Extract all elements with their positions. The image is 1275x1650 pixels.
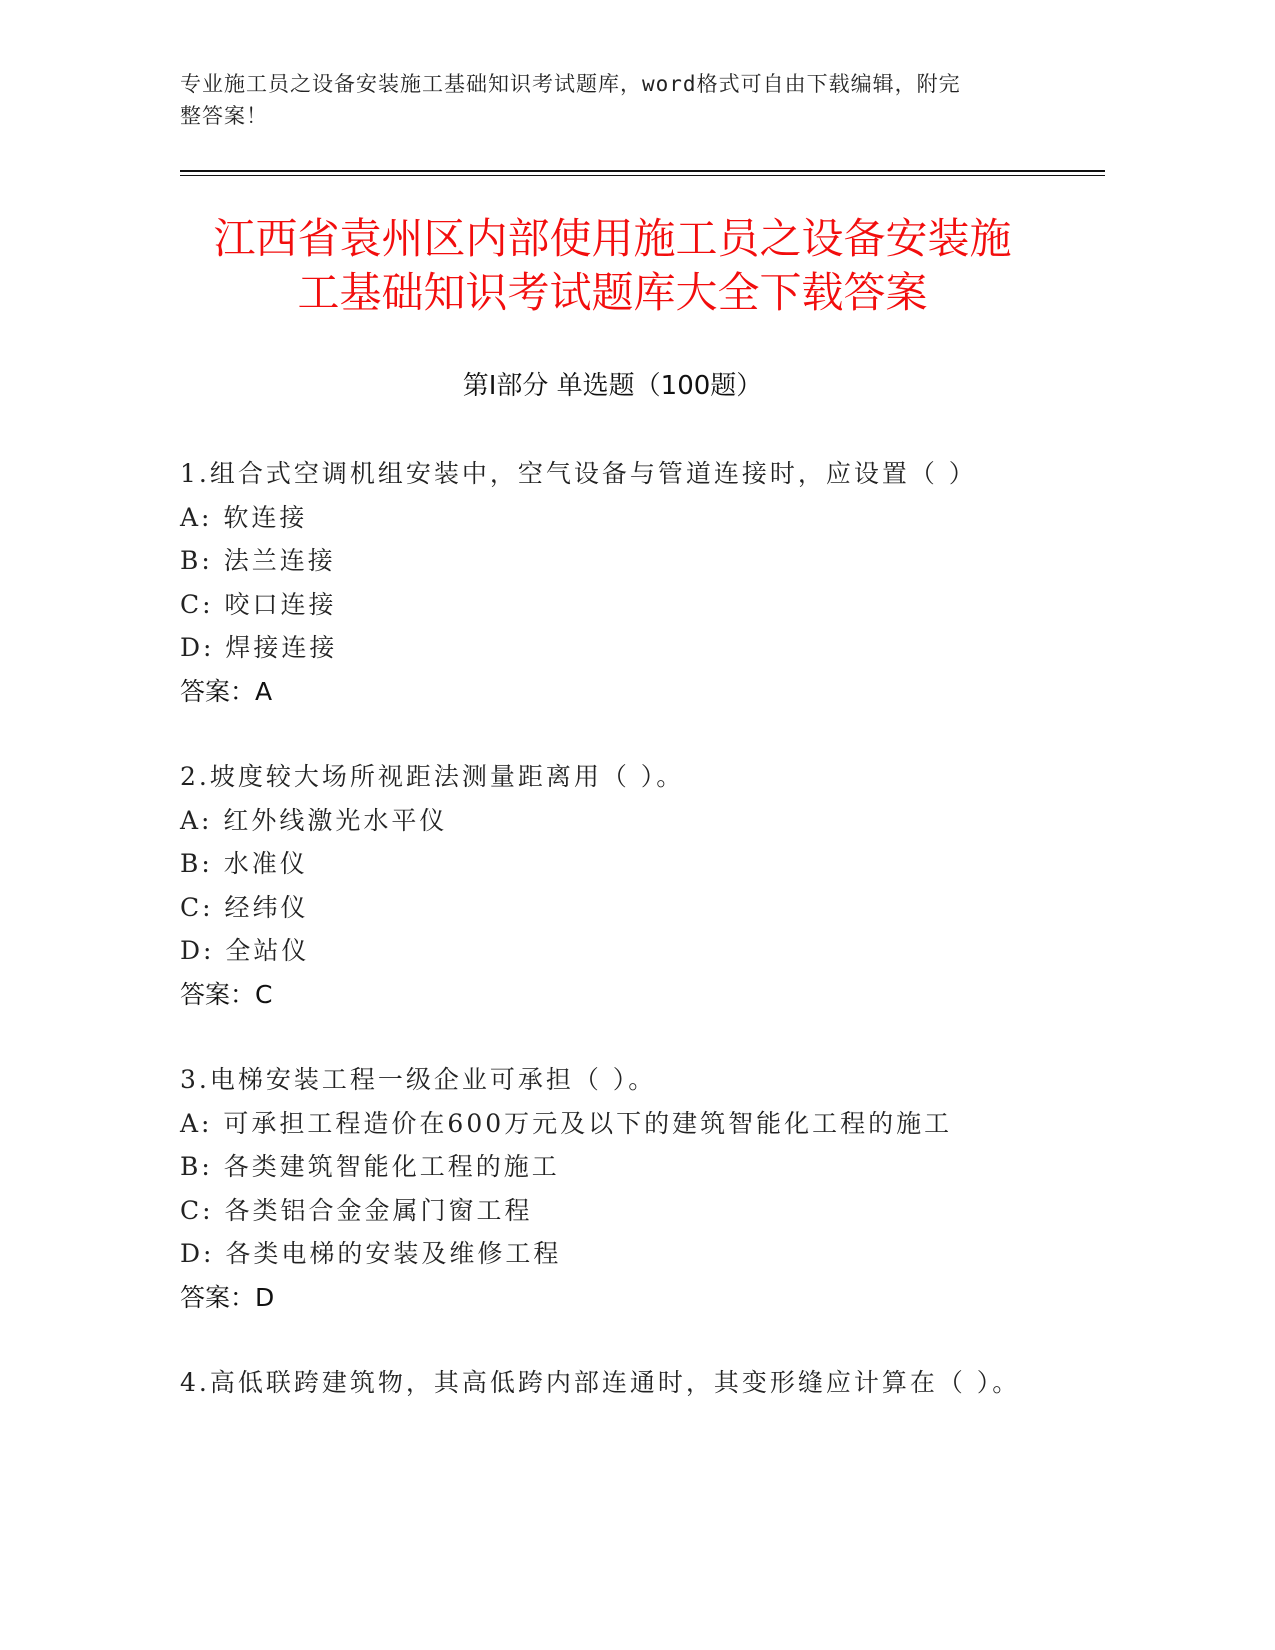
option-b: B: 各类建筑智能化工程的施工	[180, 1152, 560, 1181]
option-c: C: 咬口连接	[180, 589, 337, 619]
answer-label: 答案：A	[180, 676, 273, 706]
header-note-line-2: 整答案！	[180, 104, 268, 128]
option-d: D: 各类电梯的安装及维修工程	[180, 1239, 562, 1268]
question-item	[180, 755, 1110, 1016]
question-item	[180, 1058, 1110, 1319]
header-divider-thick	[180, 170, 1105, 172]
header-note	[180, 68, 1040, 132]
option-d: D: 焊接连接	[180, 633, 338, 662]
document-title-line-2: 工基础知识考试题库大全下载答案	[297, 268, 928, 317]
question-stem: 1.组合式空调机组安装中，空气设备与管道连接时，应设置（ ）	[180, 459, 977, 488]
question-list	[180, 452, 1110, 1447]
option-d: D: 全站仪	[180, 936, 310, 965]
header-divider-thin	[180, 175, 1105, 176]
question-item	[180, 452, 1110, 713]
option-c: C: 经纬仪	[180, 892, 309, 922]
option-a: A: 可承担工程造价在600万元及以下的建筑智能化工程的施工	[180, 1108, 953, 1138]
question-stem: 3.电梯安装工程一级企业可承担（ ）。	[180, 1065, 657, 1094]
option-a: A: 红外线激光水平仪	[180, 805, 448, 835]
option-a: A: 软连接	[180, 502, 308, 532]
option-c: C: 各类铝合金金属门窗工程	[180, 1195, 533, 1225]
answer-label: 答案：D	[180, 1282, 275, 1312]
question-item	[180, 1361, 1110, 1405]
question-stem: 4.高低联跨建筑物，其高低跨内部连通时，其变形缝应计算在（ ）。	[180, 1368, 1021, 1397]
option-b: B: 水准仪	[180, 849, 308, 878]
document-title	[150, 212, 1075, 320]
section-heading: 第Ⅰ部分 单选题（100题）	[462, 371, 763, 401]
document-title-line-1: 江西省袁州区内部使用施工员之设备安装施	[213, 214, 1012, 263]
header-note-line-1: 专业施工员之设备安装施工基础知识考试题库，word格式可自由下载编辑，附完	[180, 72, 961, 96]
answer-label: 答案：C	[180, 979, 273, 1009]
option-b: B: 法兰连接	[180, 546, 336, 575]
question-stem: 2.坡度较大场所视距法测量距离用（ ）。	[180, 762, 685, 791]
